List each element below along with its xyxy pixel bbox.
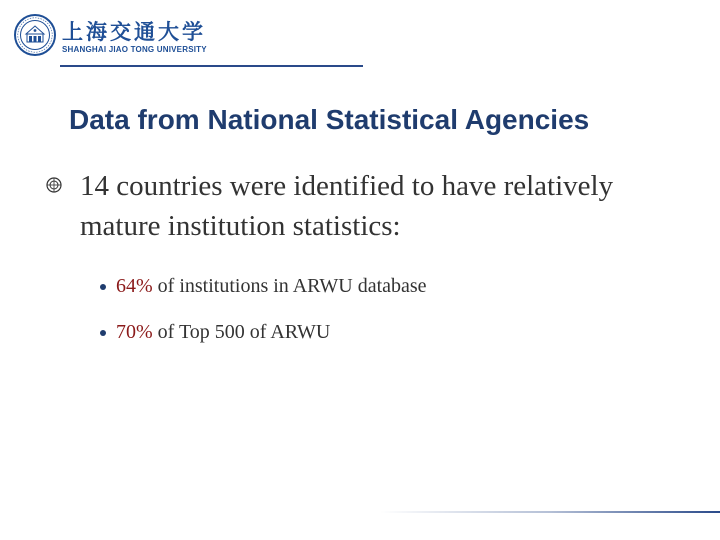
bullet-dot-icon [100,284,106,290]
university-chinese-name: 上海交通大学 [62,20,206,44]
sub-bullet-label: of institutions in ARWU database [152,275,427,297]
percent-value: 70% [116,321,153,343]
footer-divider [380,511,720,513]
university-seal-icon [14,14,56,56]
university-logo [14,14,207,60]
slide-title: Data from National Statistical Agencies [69,104,590,135]
sub-bullet-text [116,319,330,345]
sub-bullet-label: of Top 500 of ARWU [152,321,331,343]
target-bullet-icon [46,177,62,193]
percent-value: 64% [116,275,153,297]
header-divider [60,65,363,67]
main-bullet-text: 14 countries were identified to have relatively mature institution statistics: [80,170,614,242]
university-english-name: SHANGHAI JIAO TONG UNIVERSITY [62,45,207,54]
sub-bullet-text [116,273,427,299]
bullet-dot-icon [100,330,106,336]
